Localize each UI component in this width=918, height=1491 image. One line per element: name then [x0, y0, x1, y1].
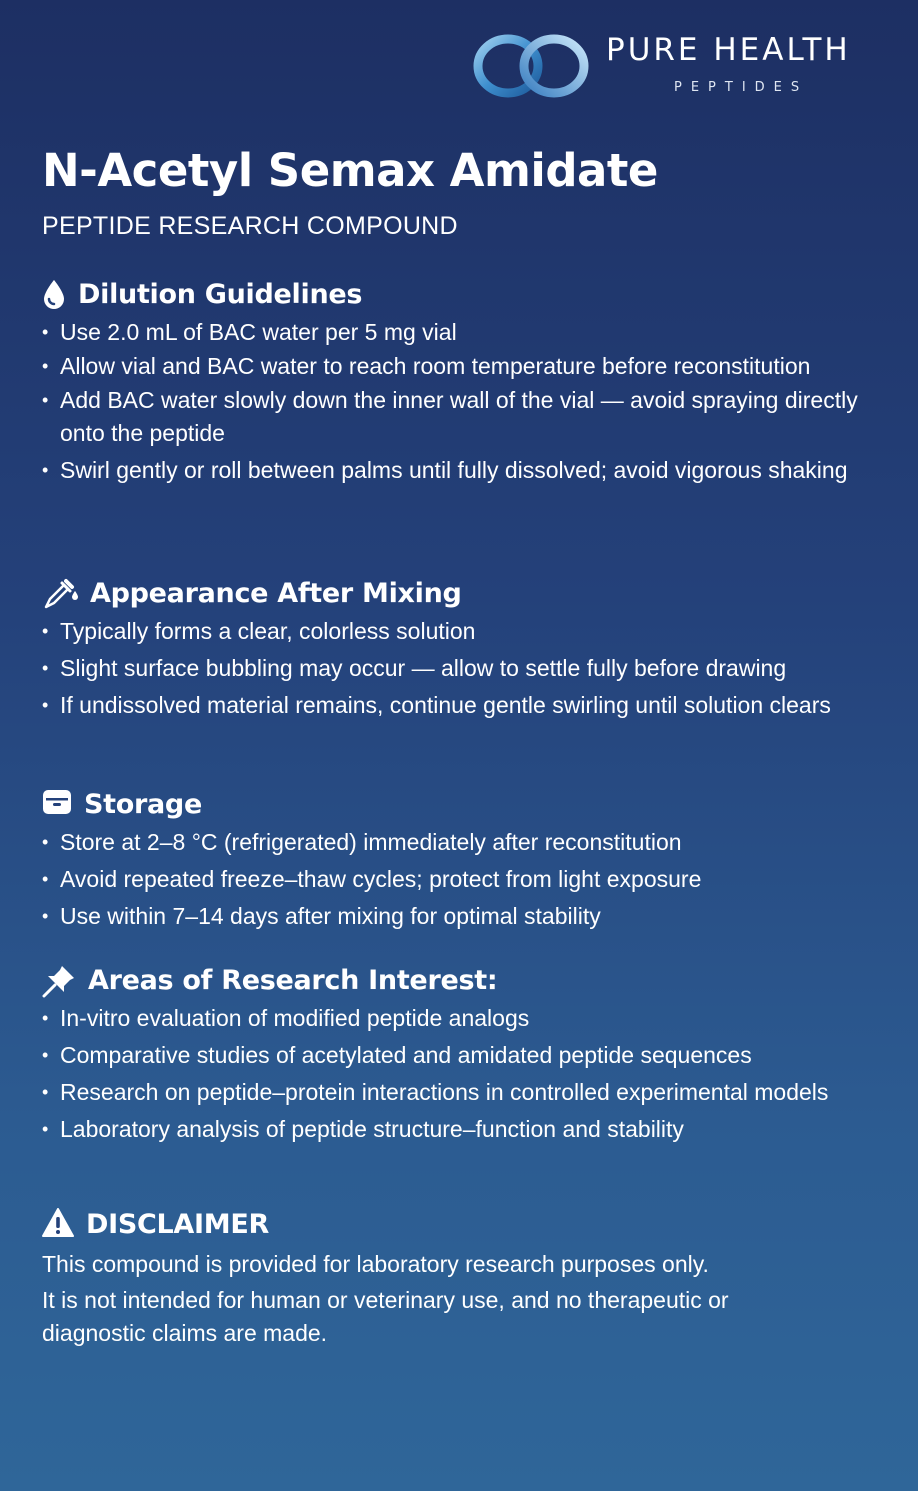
list-item: • Add BAC water slowly down the inner wall of the vial — avoid spraying directly onto the peptide [42, 384, 882, 450]
list-item: • Use 2.0 mL of BAC water per 5 mg vial [42, 316, 882, 349]
list-item: • Use within 7–14 days after mixing for optimal stability [42, 900, 882, 933]
list-item: • Avoid repeated freeze–thaw cycles; protect from light exposure [42, 863, 882, 896]
brand-logo [472, 30, 882, 100]
list-item: • Comparative studies of acetylated and amidated peptide sequences [42, 1039, 882, 1072]
section-heading: Areas of Research Interest: [88, 964, 498, 996]
bullet-list [42, 1002, 882, 1146]
list-item: • In-vitro evaluation of modified peptide analogs [42, 1002, 882, 1035]
section-disclaimer [42, 1206, 882, 1350]
disclaimer-line: It is not intended for human or veterinary use, and no therapeutic or diagnostic claims are made. [42, 1287, 729, 1346]
warning-icon [42, 1208, 74, 1240]
section-storage [42, 786, 882, 937]
disclaimer-text [42, 1248, 882, 1350]
list-item: • Laboratory analysis of peptide structure–function and stability [42, 1113, 882, 1146]
section-header [42, 786, 882, 822]
list-item: • Slight surface bubbling may occur — allow to settle fully before drawing [42, 652, 882, 685]
bullet-list [42, 826, 882, 933]
page-title: N-Acetyl Semax Amidate [42, 144, 658, 197]
water-drop-icon [42, 278, 66, 310]
list-item: • Store at 2–8 °C (refrigerated) immediately after reconstitution [42, 826, 882, 859]
infinity-ring-icon [472, 30, 590, 100]
storage-box-icon [42, 788, 72, 820]
pushpin-icon [42, 964, 76, 996]
list-item: • Swirl gently or roll between palms until fully dissolved; avoid vigorous shaking [42, 454, 882, 487]
section-heading: Storage [84, 788, 202, 820]
section-header [42, 276, 882, 312]
dropper-icon [42, 577, 78, 609]
list-item: • Research on peptide–protein interactions in controlled experimental models [42, 1076, 882, 1109]
section-heading: Dilution Guidelines [78, 278, 363, 310]
bullet-list [42, 316, 882, 487]
section-heading: DISCLAIMER [86, 1208, 269, 1240]
page-subtitle: PEPTIDE RESEARCH COMPOUND [42, 212, 458, 240]
section-dilution-guidelines [42, 276, 882, 491]
brand-subtitle: PEPTIDES [674, 80, 809, 95]
section-header [42, 575, 882, 611]
section-appearance [42, 575, 882, 726]
section-header [42, 962, 882, 998]
section-heading: Appearance After Mixing [90, 577, 462, 609]
section-research-interest [42, 962, 882, 1150]
list-item: • If undissolved material remains, continue gentle swirling until solution clears [42, 689, 882, 722]
brand-name: PURE HEALTH [606, 32, 851, 68]
disclaimer-line: This compound is provided for laboratory research purposes only. [42, 1251, 709, 1277]
list-item: • Typically forms a clear, colorless solution [42, 615, 882, 648]
list-item: • Allow vial and BAC water to reach room temperature before reconstitution [42, 353, 882, 380]
section-header [42, 1206, 882, 1242]
bullet-list [42, 615, 882, 722]
